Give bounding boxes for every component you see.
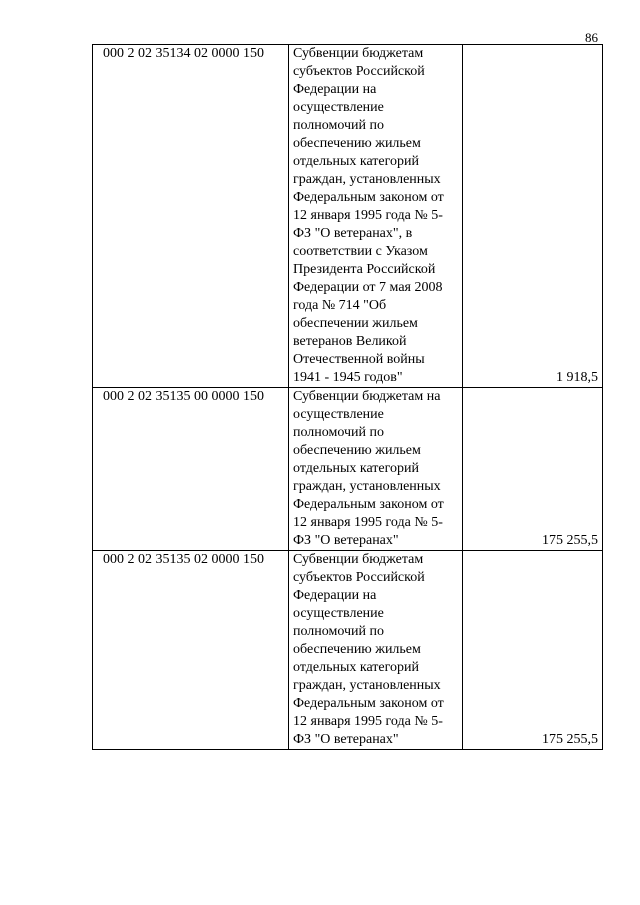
description-line: Федерации от 7 мая 2008 bbox=[293, 280, 443, 295]
description-line: Федерации на bbox=[293, 82, 377, 97]
description-line: обеспечении жильем bbox=[293, 316, 418, 331]
description-line: полномочий по bbox=[293, 118, 385, 133]
description-line: Президента Российской bbox=[293, 262, 436, 277]
description-line: отдельных категорий bbox=[293, 461, 420, 476]
description-line: ФЗ "О ветеранах", в bbox=[293, 226, 413, 241]
description-line: отдельных категорий bbox=[293, 660, 420, 675]
amount-cell: 175 255,5 bbox=[463, 388, 603, 551]
table-row bbox=[93, 388, 603, 551]
description-line: Отечественной войны bbox=[293, 352, 425, 367]
budget-code-cell: 000 2 02 35134 02 0000 150 bbox=[93, 45, 289, 388]
description-line: полномочий по bbox=[293, 624, 385, 639]
description-line: граждан, установленных bbox=[293, 479, 441, 494]
description-line: Субвенции бюджетам на bbox=[293, 389, 441, 404]
description-line: Федеральным законом от bbox=[293, 497, 444, 512]
description-line: Субвенции бюджетам bbox=[293, 552, 424, 567]
amount-cell: 175 255,5 bbox=[463, 551, 603, 750]
description-line: осуществление bbox=[293, 407, 384, 422]
description-cell bbox=[289, 551, 463, 750]
description-cell bbox=[289, 45, 463, 388]
description-line: субъектов Российской bbox=[293, 64, 425, 79]
description-line: Субвенции бюджетам bbox=[293, 46, 424, 61]
description-line: осуществление bbox=[293, 100, 384, 115]
description-line: ФЗ "О ветеранах" bbox=[293, 533, 399, 548]
description-line: 1941 - 1945 годов" bbox=[293, 370, 403, 385]
description-line: граждан, установленных bbox=[293, 678, 441, 693]
description-line: Федерации на bbox=[293, 588, 377, 603]
description-line: 12 января 1995 года № 5- bbox=[293, 515, 443, 530]
description-line: обеспечению жильем bbox=[293, 443, 421, 458]
description-line: 12 января 1995 года № 5- bbox=[293, 714, 443, 729]
description-line: ветеранов Великой bbox=[293, 334, 407, 349]
description-line: Федеральным законом от bbox=[293, 190, 444, 205]
description-cell bbox=[289, 388, 463, 551]
page-number: 86 bbox=[585, 30, 598, 45]
description-line: года № 714 "Об bbox=[293, 298, 387, 313]
table-row bbox=[93, 45, 603, 388]
budget-code-cell: 000 2 02 35135 02 0000 150 bbox=[93, 551, 289, 750]
description-line: ФЗ "О ветеранах" bbox=[293, 732, 399, 747]
description-line: отдельных категорий bbox=[293, 154, 420, 169]
description-line: обеспечению жильем bbox=[293, 642, 421, 657]
description-line: 12 января 1995 года № 5- bbox=[293, 208, 443, 223]
description-line: соответствии с Указом bbox=[293, 244, 428, 259]
description-line: обеспечению жильем bbox=[293, 136, 421, 151]
table-row bbox=[93, 551, 603, 750]
description-line: граждан, установленных bbox=[293, 172, 441, 187]
description-line: Федеральным законом от bbox=[293, 696, 444, 711]
amount-cell: 1 918,5 bbox=[463, 45, 603, 388]
description-line: осуществление bbox=[293, 606, 384, 621]
budget-table bbox=[92, 44, 603, 750]
description-line: субъектов Российской bbox=[293, 570, 425, 585]
budget-code-cell: 000 2 02 35135 00 0000 150 bbox=[93, 388, 289, 551]
description-line: полномочий по bbox=[293, 425, 385, 440]
